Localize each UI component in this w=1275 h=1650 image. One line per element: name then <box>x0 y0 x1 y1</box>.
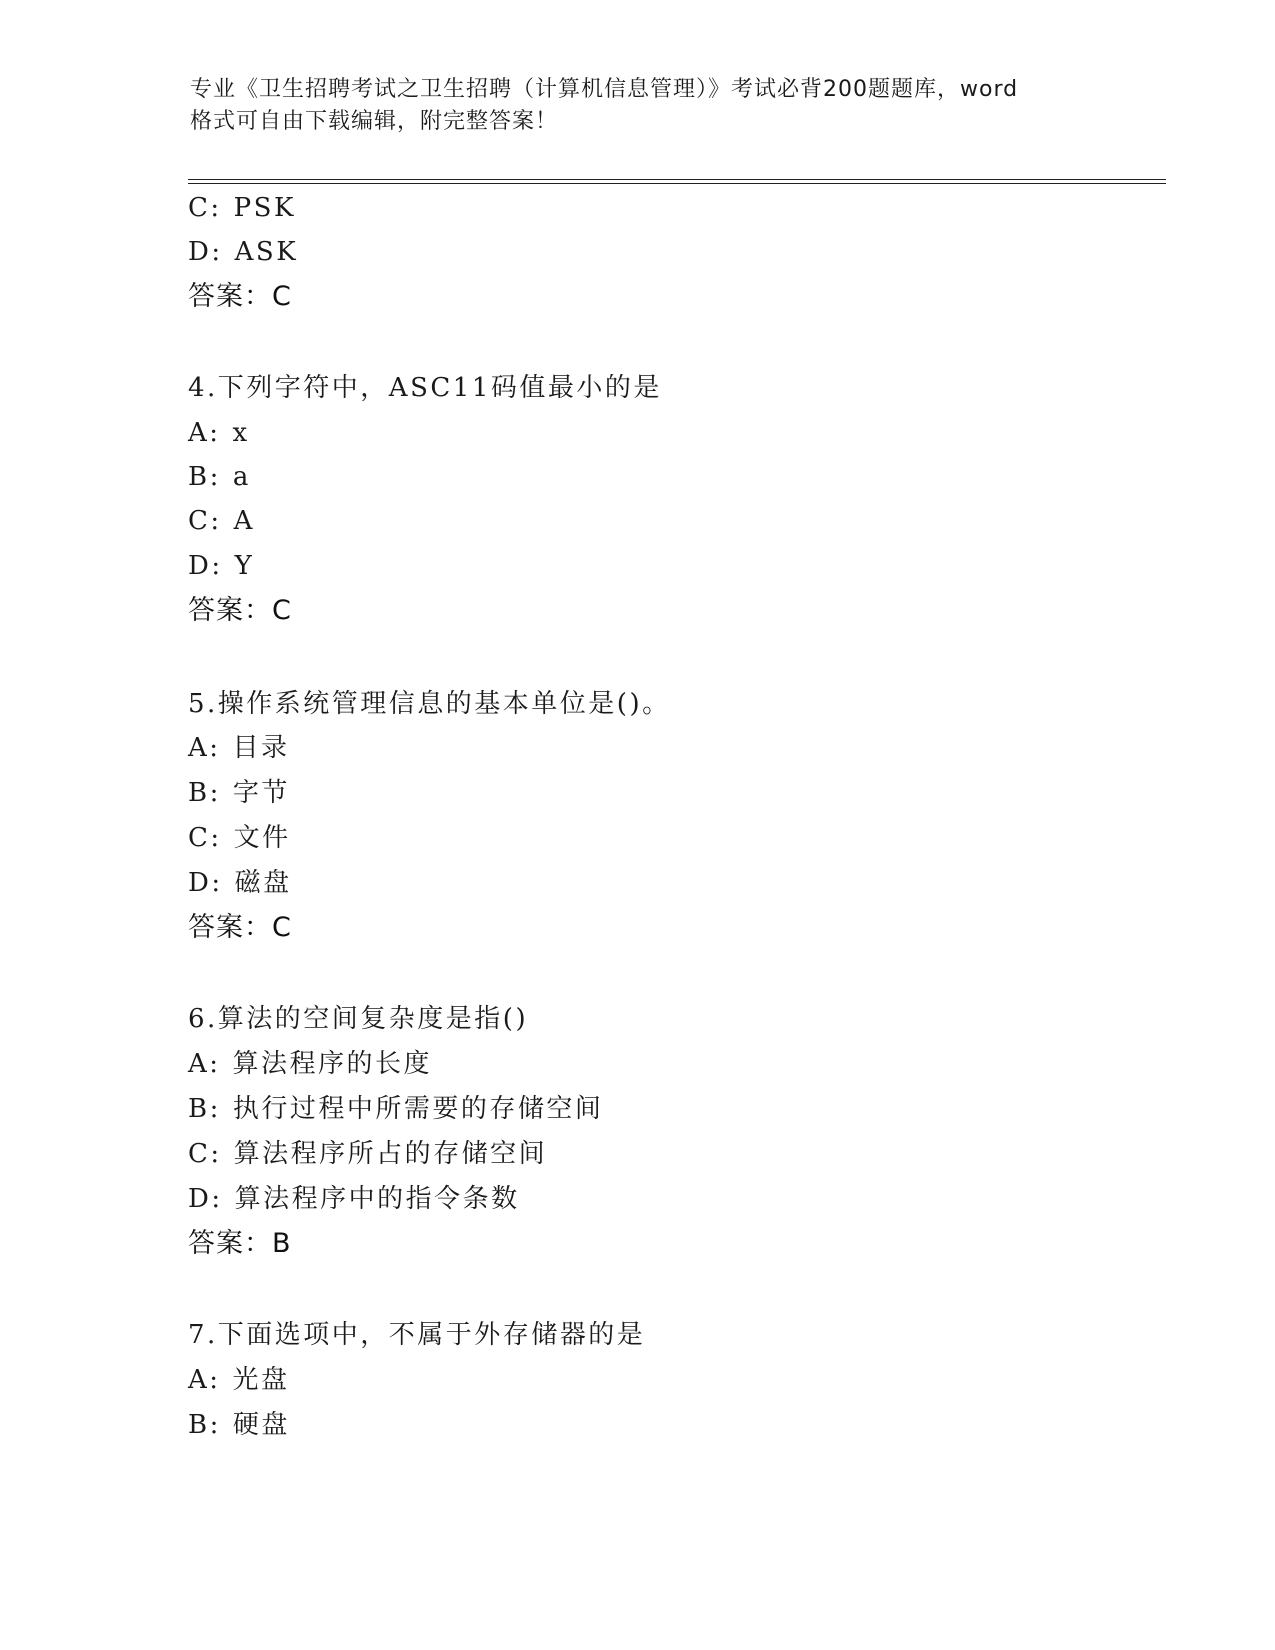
header-title-line-1: 专业《卫生招聘考试之卫生招聘（计算机信息管理）》考试必背200题题库，word <box>190 77 1019 102</box>
q7-option-a <box>188 1363 290 1397</box>
q6-question: 6.算法的空间复杂度是指() <box>188 1004 529 1034</box>
q5-answer: 答案：C <box>188 912 292 943</box>
q3-option-d <box>188 235 298 269</box>
q3-option-c <box>188 191 296 225</box>
q4-question: 4.下列字符中，ASC11码值最小的是 <box>188 373 662 403</box>
option-label: B: <box>188 778 221 808</box>
q5-option-c <box>188 821 291 855</box>
q4-answer: 答案：C <box>188 595 292 626</box>
option-text: 光盘 <box>232 1365 290 1395</box>
option-label: A: <box>188 733 221 763</box>
q4-option-c <box>188 504 255 538</box>
option-label: A: <box>188 1049 221 1079</box>
option-text: 字节 <box>232 778 290 808</box>
option-text: 硬盘 <box>232 1410 290 1440</box>
option-text: PSK <box>233 193 296 223</box>
q6-option-c <box>188 1137 547 1171</box>
option-text: 磁盘 <box>234 868 292 898</box>
option-text: x <box>232 418 250 448</box>
option-label: A: <box>188 418 221 448</box>
option-label: D: <box>188 868 223 898</box>
q7-question: 7.下面选项中，不属于外存储器的是 <box>188 1320 646 1350</box>
option-text: 执行过程中所需要的存储空间 <box>232 1094 604 1124</box>
option-text: 算法程序所占的存储空间 <box>233 1139 548 1169</box>
q6-option-d <box>188 1182 520 1216</box>
q6-option-b <box>188 1092 603 1126</box>
option-text: ASK <box>234 237 299 267</box>
q4-option-b <box>188 460 251 494</box>
q6-option-a <box>188 1047 432 1081</box>
option-text: 文件 <box>233 823 291 853</box>
header-divider-top <box>188 179 1166 180</box>
option-label: D: <box>188 237 223 267</box>
option-label: A: <box>188 1365 221 1395</box>
q7-option-b <box>188 1408 290 1442</box>
q6-answer: 答案：B <box>188 1228 292 1259</box>
header-divider-bottom <box>188 183 1166 184</box>
q5-option-b <box>188 776 290 810</box>
option-label: B: <box>188 1094 221 1124</box>
option-label: C: <box>188 193 222 223</box>
option-text: A <box>233 506 255 536</box>
option-text: 算法程序中的指令条数 <box>234 1184 520 1214</box>
q4-option-d <box>188 549 254 583</box>
option-label: C: <box>188 506 222 536</box>
option-text: 目录 <box>232 733 290 763</box>
q5-option-d <box>188 866 292 900</box>
option-label: D: <box>188 551 223 581</box>
q4-option-a <box>188 416 250 450</box>
header-title-line-2: 格式可自由下载编辑，附完整答案！ <box>190 109 559 134</box>
q5-option-a <box>188 731 290 765</box>
document-header <box>190 74 1090 138</box>
option-label: B: <box>188 1410 221 1440</box>
option-label: C: <box>188 823 222 853</box>
q3-answer: 答案：C <box>188 281 292 312</box>
q5-question: 5.操作系统管理信息的基本单位是()。 <box>188 689 671 719</box>
option-label: D: <box>188 1184 223 1214</box>
option-label: B: <box>188 462 221 492</box>
option-text: a <box>232 462 251 492</box>
option-text: Y <box>234 551 255 581</box>
option-text: 算法程序的长度 <box>232 1049 433 1079</box>
option-label: C: <box>188 1139 222 1169</box>
